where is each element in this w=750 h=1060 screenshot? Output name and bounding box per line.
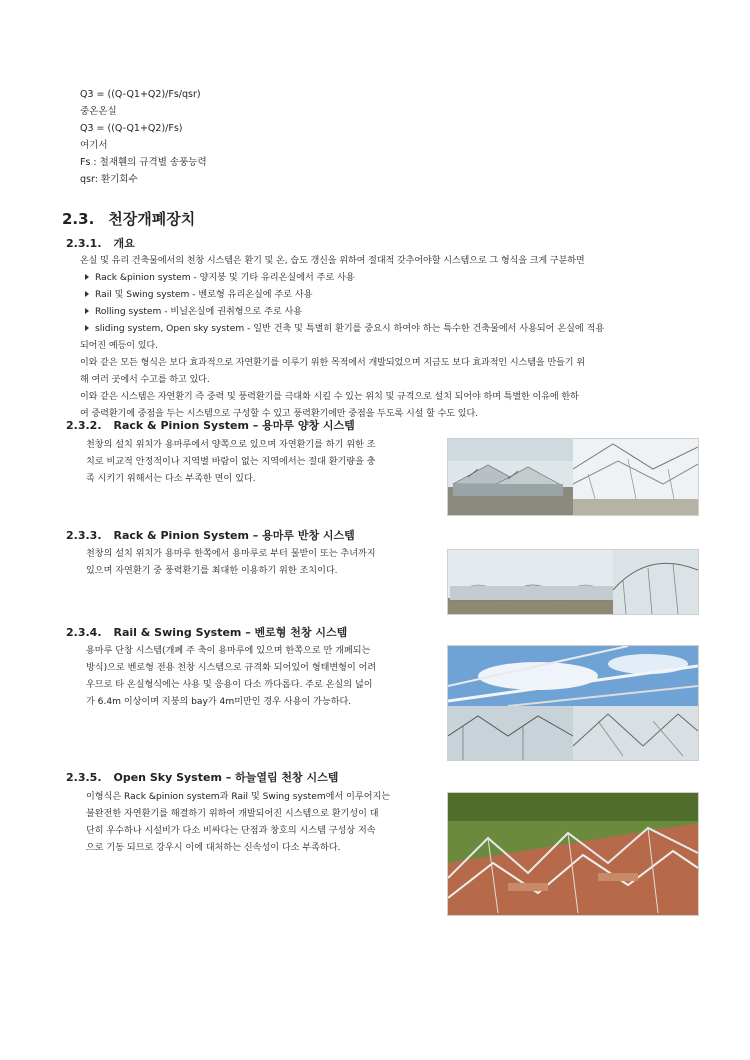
subsection-number: 2.3.1.: [66, 237, 102, 250]
section-heading: [62, 208, 195, 229]
bullet-item: Rail 및 Swing system - 벤로형 유리온실에 주로 사용: [80, 287, 313, 304]
bullet-triangle-icon: [85, 291, 89, 297]
subsection-number: 2.3.3.: [66, 529, 102, 542]
subsection-title: 개요: [113, 237, 135, 250]
body-line: 으로 기동 되므로 강우시 이에 대처하는 신속성이 다소 부족하다.: [86, 843, 341, 853]
bullet-item: Rack &pinion system - 양지붕 및 기타 유리온실에서 주로 사용: [80, 270, 355, 287]
subsection-body: [86, 437, 376, 488]
section-title: 천장개폐장치: [108, 210, 196, 228]
subsection-title: Rack & Pinion System – 용마루 양창 시스템: [113, 419, 355, 432]
subsection-heading: [66, 624, 347, 640]
formula-label: 중온온실: [80, 106, 117, 117]
body-line: 용마루 단창 시스템(개폐 주 축이 용마루에 있으며 한쪽으로 만 개폐되는: [86, 646, 371, 656]
body-line: 불완전한 자연환기를 해결하기 위하여 개발되어진 시스템으로 환기성이 대: [86, 809, 379, 819]
formula-label: 여기서: [80, 140, 108, 151]
body-line: 이형식은 Rack &pinion system과 Rail 및 Swing system에서 이루어지는: [86, 792, 391, 802]
body-line: 우므로 타 온실형식에는 사용 및 응용이 다소 까다롭다. 주로 온실의 넓이: [86, 680, 373, 690]
section-number: 2.3.: [62, 210, 95, 228]
paragraph-line: 이와 같은 시스템은 자연환기 즉 중력 및 풍력환기를 극대화 시킬 수 있는 위치 및 규격으로 설치 되어야 하며 특별한 이유에 한하: [80, 392, 579, 402]
body-line: 천창의 설치 위치가 용마루 한쪽에서 용마루로 부터 물받이 또는 추녀까지: [86, 549, 376, 559]
body-line: 방식)으로 벤로형 전용 천창 시스템으로 규격화 되어있어 형태변형이 어려: [86, 663, 377, 673]
greenhouse-venlo-roof-photo: [447, 645, 699, 761]
subsection-body: [86, 546, 376, 580]
overview-intro: 온실 및 유리 건축물에서의 천창 시스템은 환기 및 온, 습도 갱신을 위하여 절대적 갖추어야할 시스템으로 그 형식을 크게 구분하면: [80, 256, 585, 266]
subsection-body: [86, 643, 376, 711]
subsection-heading: [66, 527, 355, 543]
body-line: 치로 비교적 안정적이나 지역별 바람이 없는 지역에서는 절대 환기량을 충: [86, 457, 376, 467]
greenhouse-open-sky-photo: [447, 792, 699, 916]
formula-line: Q3 = ((Q-Q1+Q2)/Fs/qsr): [80, 89, 201, 100]
subsection-title: Open Sky System – 하늘열림 천창 시스템: [113, 771, 339, 784]
formula-definition: qsr: 환기회수: [80, 174, 138, 185]
bullet-triangle-icon: [85, 308, 89, 314]
body-line: 가 6.4m 이상이며 지붕의 bay가 4m미만인 경우 사용이 가능하다.: [86, 697, 352, 707]
paragraph-line: 여 중력환기에 중점을 두는 시스템으로 구성할 수 있고 풍력환기에만 중점을 두도록 시설 할 수도 있다.: [80, 409, 478, 419]
subsection-body: [86, 789, 390, 857]
bullet-triangle-icon: [85, 274, 89, 280]
subsection-number: 2.3.2.: [66, 419, 102, 432]
bullet-triangle-icon: [85, 325, 89, 331]
bullet-item: Rolling system - 비닐온실에 권취형으로 주로 사용: [80, 304, 302, 321]
subsection-number: 2.3.4.: [66, 626, 102, 639]
body-line: 족 시키기 위해서는 다소 부족한 면이 있다.: [86, 474, 256, 484]
bullet-item: sliding system, Open sky system - 일반 건축 및 특별히 환기를 중요시 하여야 하는 특수한 건축물에서 사용되어 온실에 적용: [80, 321, 604, 338]
subsection-heading: [66, 235, 135, 251]
greenhouse-rack-pinion-photo: [447, 438, 699, 516]
subsection-heading: [66, 769, 338, 785]
formula-definition: Fs : 철재휀의 규격별 송풍능력: [80, 157, 207, 168]
body-line: 천창의 설치 위치가 용마루에서 양쪽으로 있으며 자연환기를 하기 위한 조: [86, 440, 376, 450]
greenhouse-half-ridge-photo: [447, 549, 699, 615]
bullet-continuation: 되어진 예등이 있다.: [80, 341, 158, 351]
subsection-title: Rack & Pinion System – 용마루 반창 시스템: [113, 529, 355, 542]
subsection-heading: [66, 417, 355, 433]
body-line: 단히 우수하나 시설비가 다소 비싸다는 단점과 창호의 시스템 구성상 저속: [86, 826, 376, 836]
subsection-title: Rail & Swing System – 벤로형 천창 시스템: [113, 626, 348, 639]
paragraph-line: 해 여러 곳에서 수고를 하고 있다.: [80, 375, 210, 385]
paragraph-line: 이와 같은 모든 형식은 보다 효과적으로 자연환기를 이루기 위한 목적에서 개발되었으며 지금도 보다 효과적인 시스템을 만들기 위: [80, 358, 585, 368]
body-line: 있으며 자연환기 중 풍력환기를 최대한 이용하기 위한 조치이다.: [86, 566, 338, 576]
formula-line: Q3 = ((Q-Q1+Q2)/Fs): [80, 123, 183, 134]
subsection-number: 2.3.5.: [66, 771, 102, 784]
